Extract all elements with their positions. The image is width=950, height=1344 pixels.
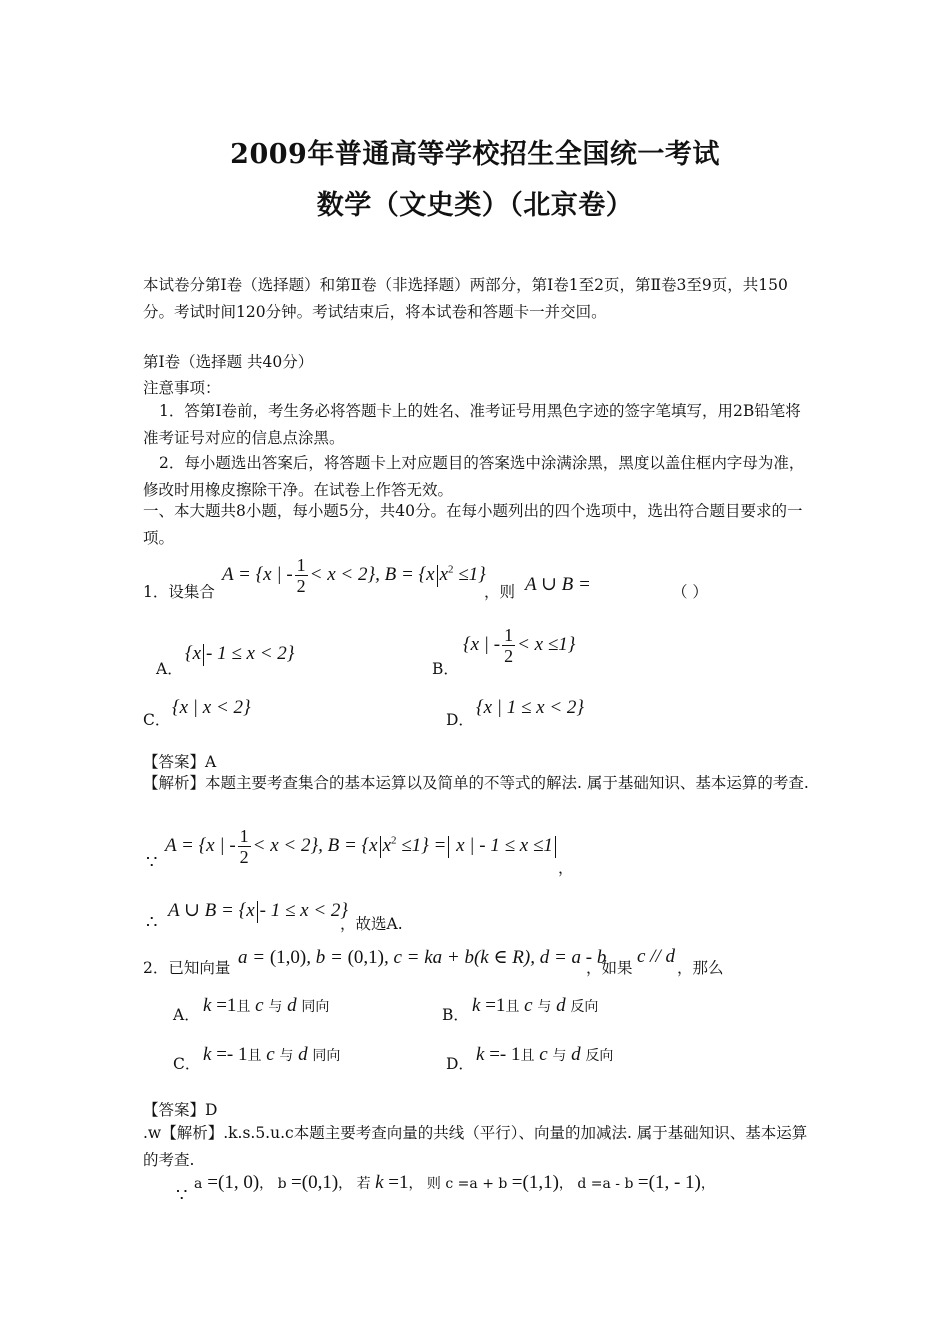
q1-option-b-label: B． [432, 660, 459, 678]
q1-union-expr: A ∪ B = [525, 574, 591, 595]
q1-solution-step: A = {x | - $\frac{1}{2}$ < x < 2}, B = {x $x^2 \le 1\} = x$ | - 1 ≤ x ≤1 [165, 826, 558, 867]
part1-heading: 第I卷（选择题 共40分） [143, 353, 314, 371]
q1-comma: ， [558, 859, 574, 877]
q1-option-a: {x - 1 ≤ x < 2} [185, 643, 295, 664]
q2-prefix: 2．已知向量 [143, 959, 231, 977]
q2-option-c-label: C． [173, 1055, 201, 1073]
q2-option-c: k =- 1且 c 与 d 同向 [203, 1044, 341, 1065]
q1-then: ，则 [484, 583, 516, 601]
q2-vector-definition: a = (1,0), b = (0,1), c = ka + b(k ∈ R), d = a - b [238, 947, 607, 968]
q1-option-b: {x | - $\frac{1}{2}$ < x ≤1} [463, 625, 576, 666]
q2-parallel-condition: c // d [637, 946, 675, 967]
intro-paragraph: 本试卷分第I卷（选择题）和第Ⅱ卷（非选择题）两部分，第I卷1至2页，第Ⅱ卷3至9页，共150分。考试时间120分钟。考试结束后，将本试卷和答题卡一并交回。 [143, 276, 788, 321]
exam-subtitle: 数学（文史类）（北京卷） [316, 190, 634, 221]
q2-option-d-label: D． [446, 1055, 474, 1073]
q2-option-b: k =1且 c 与 d 反向 [472, 995, 599, 1016]
q1-option-c: {x | x < 2} [172, 697, 251, 718]
q2-option-a: k =1且 c 与 d 同向 [203, 995, 330, 1016]
q2-option-a-label: A． [173, 1006, 200, 1024]
q2-then: ，那么 [677, 959, 724, 977]
q1-set-definition: A = {x | - $\frac{1}{2}$ < x < 2}, B = {x $x^2 \le 1$} [222, 555, 486, 596]
section-1-instructions: 一、本大题共8小题，每小题5分，共40分。在每小题列出的四个选项中，选出符合题目要求的一项。 [143, 502, 803, 547]
q1-answer-bracket: （ ） [672, 583, 708, 601]
q1-prefix: 1．设集合 [143, 583, 215, 601]
exam-title: 2009年普通高等学校招生全国统一考试 [230, 139, 720, 170]
q2-analysis: .w【解析】.k.s.5.u.c本题主要考查向量的共线（平行）、向量的加减法. 属于基础知识、基本运算的考查. [143, 1124, 808, 1169]
q1-option-d-label: D． [446, 711, 474, 729]
q2-option-d: k =- 1且 c 与 d 反向 [476, 1044, 614, 1065]
q2-option-b-label: B． [442, 1006, 469, 1024]
q1-option-c-label: C． [143, 711, 171, 729]
q1-conclusion: ，故选A. [340, 915, 403, 933]
q1-therefore-symbol: ∴ [146, 912, 158, 933]
notice-heading: 注意事项： [143, 379, 221, 397]
q2-because-symbol: ∵ [176, 1185, 188, 1206]
q1-option-d: {x | 1 ≤ x < 2} [476, 697, 585, 718]
q2-if: ，如果 [586, 959, 633, 977]
q1-answer: 【答案】A [143, 753, 217, 771]
q1-analysis: 【解析】本题主要考查集合的基本运算以及简单的不等式的解法. 属于基础知识、基本运算的考查. [143, 774, 809, 792]
notice-item-1: 1．答第I卷前，考生务必将答题卡上的姓名、准考证号用黑色字迹的签字笔填写，用2B铅笔将准考证号对应的信息点涂黑。 [143, 402, 801, 447]
notice-item-2: 2．每小题选出答案后，将答题卡上对应题目的答案选中涂满涂黑，黑度以盖住框内字母为准，修改时用橡皮擦除干净。在试卷上作答无效。 [143, 454, 805, 499]
q1-option-a-label: A． [156, 660, 183, 678]
q2-solution-step: a =(1, 0)， b =(0,1)， 若 k =1， 则 c =a + b =(1,1)， d =a - b =(1, - 1)， [194, 1172, 715, 1193]
q1-because-symbol: ∵ [146, 852, 158, 873]
q1-solution-result: A ∪ B = {x - 1 ≤ x < 2} [168, 900, 349, 921]
q2-answer: 【答案】D [143, 1101, 218, 1119]
